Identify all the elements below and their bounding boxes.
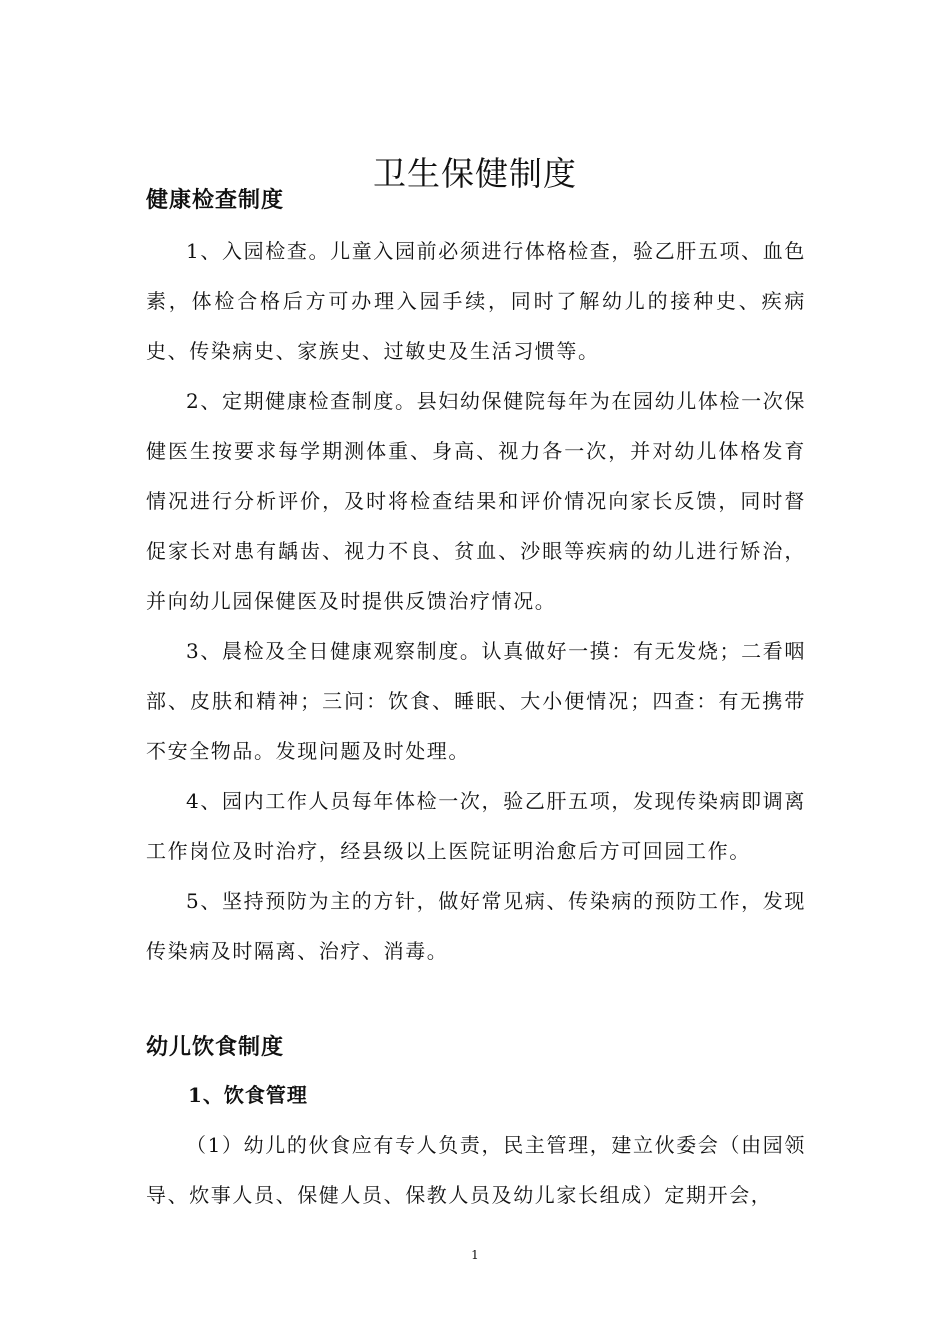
paragraph: （1）幼儿的伙食应有专人负责，民主管理，建立伙委会（由园领导、炊事人员、保健人员、保教人员及幼儿家长组成）定期开会， (146, 1133, 806, 1207)
subsection-heading-diet-management: 1、饮食管理 (188, 1083, 308, 1107)
section-heading-health-check: 健康检查制度 (146, 187, 285, 213)
document-title: 卫生保健制度 (373, 154, 577, 194)
paragraph: 1、入园检查。儿童入园前必须进行体格检查，验乙肝五项、血色素，体检合格后方可办理入园手续，同时了解幼儿的接种史、疾病史、传染病史、家族史、过敏史及生活习惯等。 (146, 239, 806, 363)
paragraph: 4、园内工作人员每年体检一次，验乙肝五项，发现传染病即调离工作岗位及时治疗，经县级以上医院证明治愈后方可回园工作。 (146, 789, 806, 863)
section-heading-diet: 幼儿饮食制度 (146, 1034, 285, 1060)
paragraph: 5、坚持预防为主的方针，做好常见病、传染病的预防工作，发现传染病及时隔离、治疗、消毒。 (146, 889, 806, 963)
paragraph: 3、晨检及全日健康观察制度。认真做好一摸：有无发烧；二看咽部、皮肤和精神；三问：饮食、睡眠、大小便情况；四查：有无携带不安全物品。发现问题及时处理。 (146, 639, 806, 763)
page-number: 1 (471, 1248, 479, 1262)
paragraph: 2、定期健康检查制度。县妇幼保健院每年为在园幼儿体检一次保健医生按要求每学期测体重、身高、视力各一次，并对幼儿体格发育情况进行分析评价，及时将检查结果和评价情况向家长反馈，同时督促家长对患有龋齿、视力不良、贫血、沙眼等疾病的幼儿进行矫治，并向幼儿园保健医及时提供反馈治疗情况。 (146, 389, 806, 613)
